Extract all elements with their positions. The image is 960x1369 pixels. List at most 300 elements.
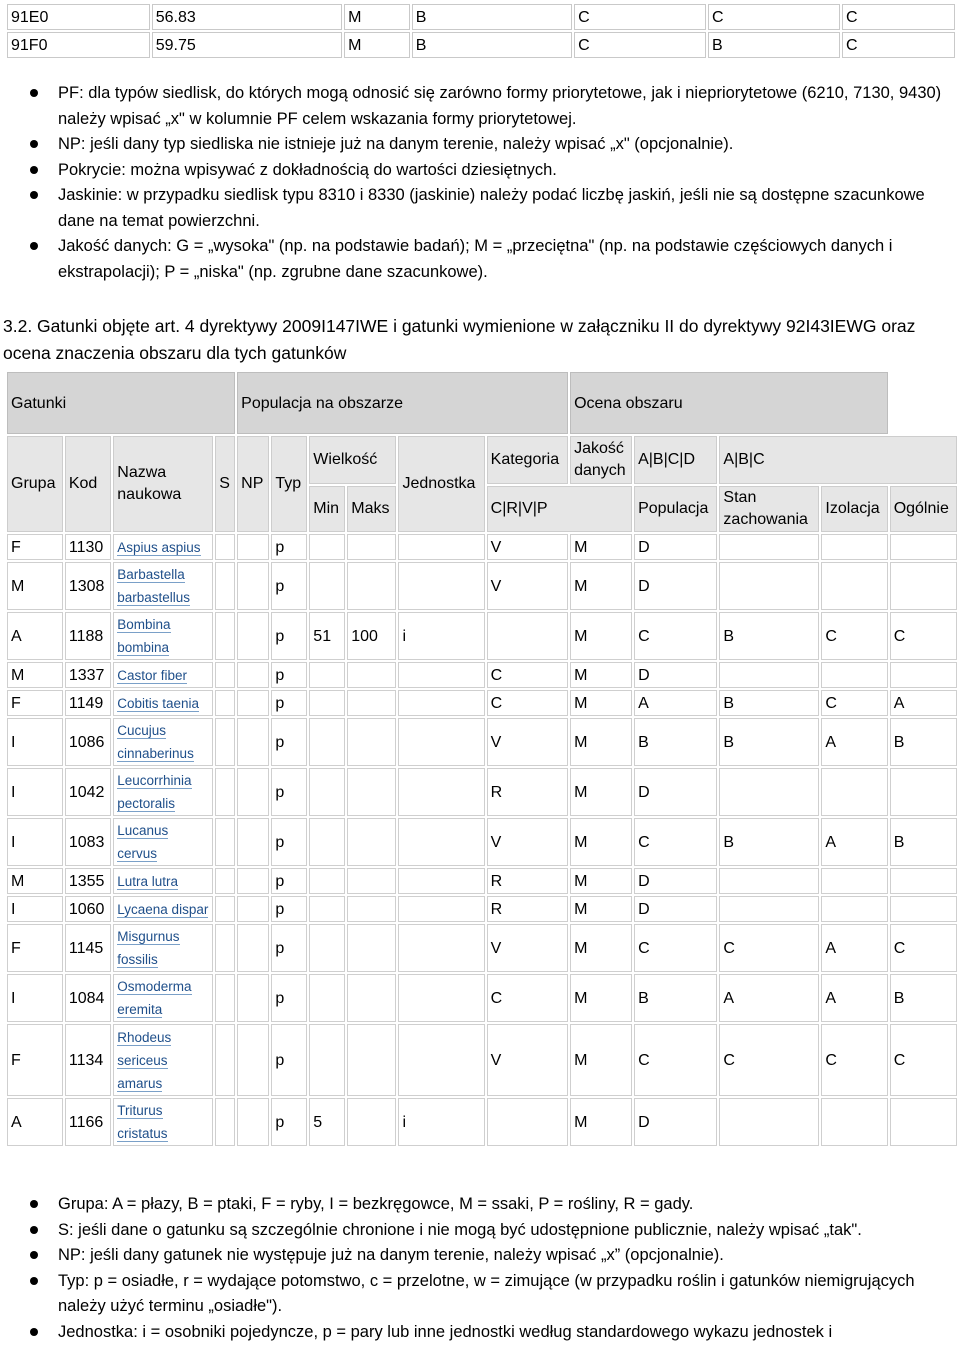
cell-izolacja	[821, 768, 887, 816]
cell-maks	[347, 974, 396, 1022]
species-table	[5, 370, 959, 1148]
cell-kod: 1166	[65, 1098, 111, 1146]
cell-maks	[347, 868, 396, 894]
header-kategoria: Kategoria	[487, 436, 568, 484]
cell-jakosc: M	[570, 868, 632, 894]
species-name-link[interactable]: cervus	[117, 846, 158, 861]
cell-min	[309, 534, 345, 560]
species-name-link[interactable]: Rhodeus	[117, 1029, 172, 1045]
species-name-link[interactable]: Leucorrhinia	[117, 773, 192, 788]
cell-jednostka	[398, 768, 484, 816]
cell-grupa: I	[7, 718, 63, 766]
cell-nazwa	[113, 974, 213, 1022]
cell-populacja: D	[634, 768, 717, 816]
cell-np	[237, 1098, 269, 1146]
group-header-row	[7, 372, 957, 434]
cell-grupa: F	[7, 534, 63, 560]
cell-s	[215, 662, 235, 688]
header-abc: A|B|C	[719, 436, 957, 484]
species-name-link[interactable]: Aspius aspius	[117, 539, 201, 555]
list-item: Jakość danych: G = „wysoka" (np. na podstawie badań); M = „przeciętna" (np. na podstawie częściowych danych i ekstrapolacji); P = „niska" (np. zgrubne dane szacunkowe).	[26, 234, 956, 285]
bullet-icon	[30, 89, 38, 97]
cell-izolacja	[821, 1098, 887, 1146]
cell-izolacja: A	[821, 974, 887, 1022]
cell-kod: 1134	[65, 1024, 111, 1096]
cell-grupa: F	[7, 690, 63, 716]
header-jednostka: Jednostka	[398, 436, 484, 532]
table-row	[7, 562, 957, 610]
species-name-link[interactable]: Osmoderma	[117, 979, 192, 994]
cell-jednostka	[398, 924, 484, 972]
cell-typ: p	[271, 1098, 307, 1146]
cell-s	[215, 896, 235, 922]
cell-ogolnie: C	[890, 924, 957, 972]
cell-nazwa	[113, 1098, 213, 1146]
list-item: S: jeśli dane o gatunku są szczególnie chronione i nie mogą być udostępnione publicznie, należy wpisać „tak".	[26, 1218, 956, 1244]
header-kod: Kod	[65, 436, 111, 532]
cell-kategoria: V	[487, 1024, 568, 1096]
cell-s	[215, 818, 235, 866]
cell-kategoria: R	[487, 768, 568, 816]
cell-jakosc: M	[570, 896, 632, 922]
bullet-icon	[30, 140, 38, 148]
cell-jakosc: M	[570, 1024, 632, 1096]
cell-grupa: F	[7, 1024, 63, 1096]
cell-izolacja	[821, 534, 887, 560]
cell-grupa: M	[7, 562, 63, 610]
cell-ogolnie	[890, 896, 957, 922]
cell-jakosc: M	[570, 690, 632, 716]
cell-izolacja	[821, 868, 887, 894]
cell-jakosc: M	[570, 924, 632, 972]
cell-s	[215, 868, 235, 894]
cell-nazwa	[113, 690, 213, 716]
table-cell: 91E0	[7, 4, 150, 30]
cell-stan	[719, 768, 819, 816]
section-title: 3.2. Gatunki objęte art. 4 dyrektywy 2009I147IWE i gatunki wymienione w załączniku II do dyrektywy 92I43IEWG oraz ocena znaczenia obszaru dla tych gatunków	[3, 316, 916, 363]
table-cell: B	[412, 4, 572, 30]
cell-stan: B	[719, 718, 819, 766]
cell-jednostka	[398, 662, 484, 688]
header-izolacja: Izolacja	[821, 486, 887, 532]
cell-maks	[347, 896, 396, 922]
cell-ogolnie: A	[890, 690, 957, 716]
cell-stan	[719, 562, 819, 610]
table-row	[7, 4, 955, 30]
cell-jakosc: M	[570, 662, 632, 688]
cell-ogolnie: B	[890, 974, 957, 1022]
species-name-link[interactable]: cristatus	[117, 1126, 168, 1141]
table-cell: B	[708, 32, 840, 58]
cell-kategoria	[487, 612, 568, 660]
table-row	[7, 534, 957, 560]
bullet-icon	[30, 1251, 38, 1259]
cell-s	[215, 534, 235, 560]
cell-min	[309, 690, 345, 716]
cell-kod: 1083	[65, 818, 111, 866]
species-name-link[interactable]: eremita	[117, 1002, 163, 1017]
cell-populacja: A	[634, 690, 717, 716]
cell-maks	[347, 768, 396, 816]
cell-typ: p	[271, 818, 307, 866]
cell-maks	[347, 1098, 396, 1146]
cell-np	[237, 534, 269, 560]
header-wielkosc: Wielkość	[309, 436, 396, 484]
header-s: S	[215, 436, 235, 532]
species-name-link[interactable]: fossilis	[117, 952, 158, 967]
species-name-link[interactable]: Lucanus	[117, 823, 169, 838]
list-item: Jaskinie: w przypadku siedlisk typu 8310 i 8330 (jaskinie) należy podać liczbę jaskiń, jeśli nie są dostępne szacunkowe dane na temat powierzchni.	[26, 183, 956, 234]
cell-populacja: B	[634, 718, 717, 766]
cell-np	[237, 1024, 269, 1096]
table-row	[7, 690, 957, 716]
cell-s	[215, 690, 235, 716]
cell-jednostka	[398, 818, 484, 866]
cell-stan	[719, 1098, 819, 1146]
species-notes-list	[26, 1192, 956, 1345]
cell-maks	[347, 718, 396, 766]
cell-jakosc: M	[570, 718, 632, 766]
table-cell: 91F0	[7, 32, 150, 58]
cell-stan	[719, 534, 819, 560]
table-cell: 56.83	[152, 4, 342, 30]
cell-maks	[347, 662, 396, 688]
cell-kategoria: V	[487, 818, 568, 866]
cell-min: 5	[309, 1098, 345, 1146]
header-crvp: C|R|V|P	[487, 486, 632, 532]
table-cell: M	[344, 32, 410, 58]
cell-jakosc: M	[570, 768, 632, 816]
species-name-link[interactable]: Lutra lutra	[117, 873, 179, 889]
cell-ogolnie	[890, 662, 957, 688]
cell-s	[215, 974, 235, 1022]
cell-grupa: I	[7, 974, 63, 1022]
bullet-icon	[30, 191, 38, 199]
species-name-link[interactable]: bombina	[117, 640, 170, 655]
header-grupa: Grupa	[7, 436, 63, 532]
cell-kod: 1145	[65, 924, 111, 972]
cell-min	[309, 1024, 345, 1096]
cell-jednostka: i	[398, 612, 484, 660]
cell-kod: 1042	[65, 768, 111, 816]
cell-grupa: I	[7, 818, 63, 866]
cell-ogolnie	[890, 534, 957, 560]
cell-ogolnie: B	[890, 718, 957, 766]
header-np: NP	[237, 436, 269, 532]
bullet-icon	[30, 242, 38, 250]
table-row	[7, 32, 955, 58]
cell-typ: p	[271, 690, 307, 716]
cell-s	[215, 1098, 235, 1146]
header-populacja: Populacja	[634, 486, 717, 532]
bullet-icon	[30, 166, 38, 174]
cell-grupa: M	[7, 868, 63, 894]
header-abcd: A|B|C|D	[634, 436, 717, 484]
cell-izolacja: A	[821, 718, 887, 766]
cell-ogolnie	[890, 868, 957, 894]
cell-stan: C	[719, 924, 819, 972]
cell-np	[237, 974, 269, 1022]
cell-stan: B	[719, 612, 819, 660]
cell-jakosc: M	[570, 1098, 632, 1146]
cell-min	[309, 768, 345, 816]
cell-nazwa	[113, 924, 213, 972]
cell-np	[237, 718, 269, 766]
cell-populacja: C	[634, 924, 717, 972]
table-row	[7, 974, 957, 1022]
species-name-link[interactable]: sericeus	[117, 1052, 168, 1068]
cell-jednostka	[398, 718, 484, 766]
cell-min	[309, 662, 345, 688]
header-min: Min	[309, 486, 345, 532]
species-name-link[interactable]: Cucujus	[117, 723, 167, 738]
cell-nazwa	[113, 768, 213, 816]
cell-kod: 1149	[65, 690, 111, 716]
list-item: NP: jeśli dany gatunek nie występuje już na danym terenie, należy wpisać „x” (opcjonalnie).	[26, 1243, 956, 1269]
header-stan: Stan zachowania	[719, 486, 819, 532]
cell-populacja: C	[634, 818, 717, 866]
cell-np	[237, 562, 269, 610]
cell-maks	[347, 1024, 396, 1096]
cell-min: 51	[309, 612, 345, 660]
column-header-row	[7, 436, 957, 484]
table-row	[7, 896, 957, 922]
cell-jednostka	[398, 534, 484, 560]
cell-populacja: C	[634, 612, 717, 660]
species-name-link[interactable]: Lycaena dispar	[117, 901, 209, 917]
cell-nazwa	[113, 1024, 213, 1096]
species-name-link[interactable]: barbastellus	[117, 590, 191, 605]
table-cell: C	[708, 4, 840, 30]
header-jakosc: Jakość danych	[570, 436, 632, 484]
species-name-link[interactable]: Triturus	[117, 1103, 163, 1118]
bullet-icon	[30, 1200, 38, 1208]
species-name-link[interactable]: Misgurnus	[117, 929, 180, 944]
list-item: PF: dla typów siedlisk, do których mogą odnosić się zarówno formy priorytetowe, jak i niepriorytetowe (6210, 7130, 9430) należy wpisać „x" w kolumnie PF celem wskazania formy priorytetowej.	[26, 81, 956, 132]
cell-jakosc: M	[570, 612, 632, 660]
header-typ: Typ	[271, 436, 307, 532]
cell-typ: p	[271, 896, 307, 922]
group-header-gatunki: Gatunki	[7, 372, 235, 434]
habitat-notes-list	[26, 81, 956, 285]
species-name-link[interactable]: Cobitis taenia	[117, 695, 200, 711]
cell-jakosc: M	[570, 818, 632, 866]
list-item: Grupa: A = płazy, B = ptaki, F = ryby, I = bezkręgowce, M = ssaki, P = rośliny, R = gady.	[26, 1192, 956, 1218]
bullet-icon	[30, 1277, 38, 1285]
cell-min	[309, 974, 345, 1022]
cell-grupa: I	[7, 896, 63, 922]
cell-np	[237, 818, 269, 866]
cell-kategoria: V	[487, 534, 568, 560]
cell-s	[215, 718, 235, 766]
cell-nazwa	[113, 718, 213, 766]
cell-typ: p	[271, 1024, 307, 1096]
cell-kategoria: V	[487, 924, 568, 972]
cell-np	[237, 612, 269, 660]
cell-stan: B	[719, 690, 819, 716]
species-name-link[interactable]: Barbastella	[117, 567, 185, 582]
cell-populacja: B	[634, 974, 717, 1022]
cell-s	[215, 768, 235, 816]
cell-stan	[719, 662, 819, 688]
cell-kod: 1337	[65, 662, 111, 688]
cell-izolacja: A	[821, 924, 887, 972]
cell-grupa: I	[7, 768, 63, 816]
cell-maks: 100	[347, 612, 396, 660]
cell-jednostka	[398, 690, 484, 716]
cell-kategoria	[487, 1098, 568, 1146]
cell-np	[237, 662, 269, 688]
cell-typ: p	[271, 718, 307, 766]
table-row	[7, 612, 957, 660]
cell-typ: p	[271, 768, 307, 816]
cell-min	[309, 924, 345, 972]
cell-jakosc: M	[570, 534, 632, 560]
table-row	[7, 718, 957, 766]
cell-typ: p	[271, 662, 307, 688]
cell-maks	[347, 690, 396, 716]
cell-s	[215, 612, 235, 660]
cell-stan: C	[719, 1024, 819, 1096]
cell-kategoria: R	[487, 868, 568, 894]
cell-min	[309, 818, 345, 866]
table-cell: C	[842, 4, 955, 30]
cell-ogolnie: B	[890, 818, 957, 866]
cell-grupa: A	[7, 612, 63, 660]
cell-np	[237, 690, 269, 716]
species-name-link[interactable]: Castor fiber	[117, 667, 188, 683]
table-cell: C	[842, 32, 955, 58]
bullet-icon	[30, 1328, 38, 1336]
cell-jednostka	[398, 974, 484, 1022]
cell-kod: 1084	[65, 974, 111, 1022]
table-row	[7, 868, 957, 894]
cell-populacja: D	[634, 1098, 717, 1146]
cell-nazwa	[113, 612, 213, 660]
cell-kategoria: R	[487, 896, 568, 922]
cell-maks	[347, 924, 396, 972]
table-cell: M	[344, 4, 410, 30]
cell-kod: 1086	[65, 718, 111, 766]
cell-np	[237, 896, 269, 922]
cell-min	[309, 868, 345, 894]
cell-s	[215, 1024, 235, 1096]
cell-min	[309, 718, 345, 766]
cell-ogolnie: C	[890, 1024, 957, 1096]
cell-s	[215, 562, 235, 610]
cell-kod: 1308	[65, 562, 111, 610]
list-item: Pokrycie: można wpisywać z dokładnością do wartości dziesiętnych.	[26, 158, 956, 184]
cell-populacja: D	[634, 896, 717, 922]
cell-maks	[347, 562, 396, 610]
cell-kod: 1188	[65, 612, 111, 660]
cell-stan: B	[719, 818, 819, 866]
list-item: Typ: p = osiadłe, r = wydające potomstwo, c = przelotne, w = zimujące (w przypadku roślin i gatunków niemigrujących należy użyć terminu „osiadłe").	[26, 1269, 956, 1320]
cell-min	[309, 562, 345, 610]
cell-izolacja	[821, 562, 887, 610]
cell-nazwa	[113, 562, 213, 610]
cell-typ: p	[271, 534, 307, 560]
cell-nazwa	[113, 534, 213, 560]
cell-typ: p	[271, 924, 307, 972]
cell-jednostka: i	[398, 1098, 484, 1146]
cell-nazwa	[113, 662, 213, 688]
cell-ogolnie	[890, 1098, 957, 1146]
cell-kod: 1130	[65, 534, 111, 560]
group-header-ocena: Ocena obszaru	[570, 372, 888, 434]
cell-kategoria: V	[487, 562, 568, 610]
cell-np	[237, 868, 269, 894]
species-name-link[interactable]: cinnaberinus	[117, 746, 194, 761]
bullet-icon	[30, 1226, 38, 1234]
cell-izolacja	[821, 896, 887, 922]
cell-kod: 1355	[65, 868, 111, 894]
cell-maks	[347, 534, 396, 560]
cell-typ: p	[271, 612, 307, 660]
cell-grupa: M	[7, 662, 63, 688]
cell-jednostka	[398, 1024, 484, 1096]
table-cell: B	[412, 32, 572, 58]
cell-ogolnie	[890, 562, 957, 610]
cell-kod: 1060	[65, 896, 111, 922]
cell-nazwa	[113, 818, 213, 866]
table-cell: C	[574, 32, 706, 58]
cell-populacja: D	[634, 562, 717, 610]
list-item: NP: jeśli dany typ siedliska nie istnieje już na danym terenie, należy wpisać „x" (opcjonalnie).	[26, 132, 956, 158]
cell-nazwa	[113, 868, 213, 894]
cell-populacja: C	[634, 1024, 717, 1096]
table-row	[7, 818, 957, 866]
cell-izolacja: A	[821, 818, 887, 866]
cell-typ: p	[271, 562, 307, 610]
species-name-link[interactable]: pectoralis	[117, 796, 176, 811]
cell-izolacja: C	[821, 612, 887, 660]
cell-ogolnie	[890, 768, 957, 816]
cell-np	[237, 768, 269, 816]
cell-ogolnie: C	[890, 612, 957, 660]
cell-stan	[719, 896, 819, 922]
species-name-link[interactable]: amarus	[117, 1075, 163, 1091]
cell-izolacja: C	[821, 1024, 887, 1096]
cell-np	[237, 924, 269, 972]
species-name-link[interactable]: Bombina	[117, 617, 171, 632]
cell-typ: p	[271, 868, 307, 894]
cell-jednostka	[398, 896, 484, 922]
cell-populacja: D	[634, 534, 717, 560]
cell-typ: p	[271, 974, 307, 1022]
table-cell: C	[574, 4, 706, 30]
cell-min	[309, 896, 345, 922]
table-cell: 59.75	[152, 32, 342, 58]
table-row	[7, 924, 957, 972]
cell-grupa: F	[7, 924, 63, 972]
cell-jednostka	[398, 868, 484, 894]
list-item: Jednostka: i = osobniki pojedyncze, p = pary lub inne jednostki według standardowego wykazu jednostek i	[26, 1320, 956, 1346]
header-nazwa: Nazwa naukowa	[113, 436, 213, 532]
group-header-populacja: Populacja na obszarze	[237, 372, 568, 434]
header-ogolnie: Ogólnie	[890, 486, 957, 532]
cell-s	[215, 924, 235, 972]
cell-jakosc: M	[570, 974, 632, 1022]
cell-izolacja: C	[821, 690, 887, 716]
table-row	[7, 662, 957, 688]
cell-stan	[719, 868, 819, 894]
cell-populacja: D	[634, 662, 717, 688]
table-row	[7, 768, 957, 816]
table-row	[7, 1098, 957, 1146]
cell-grupa: A	[7, 1098, 63, 1146]
cell-populacja: D	[634, 868, 717, 894]
